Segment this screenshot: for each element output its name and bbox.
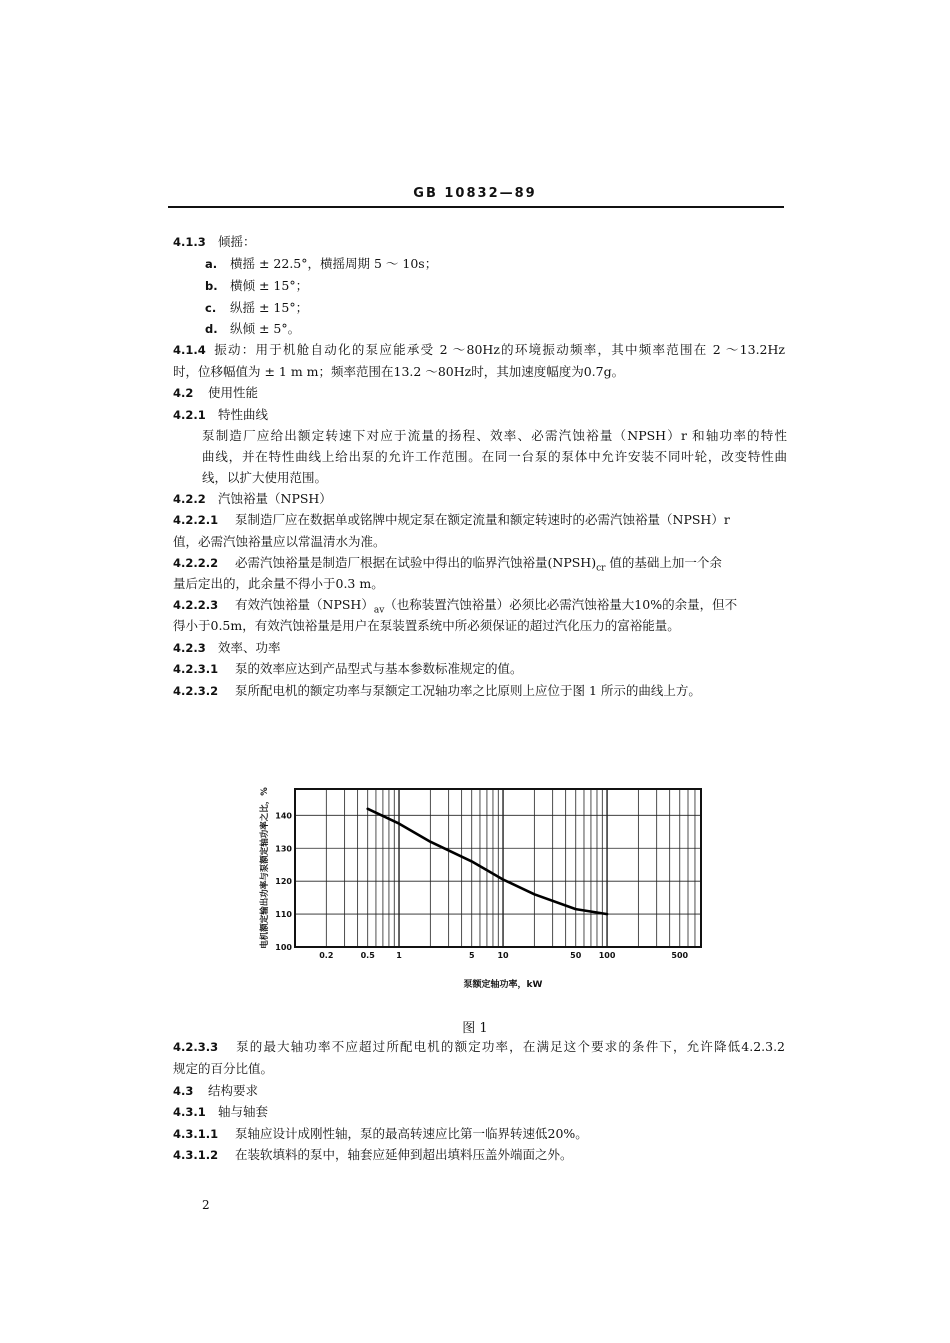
list-text: 纵摇 ± 15°；: [230, 300, 309, 315]
section-4-2-3-1: [173, 661, 523, 677]
x-tick-label: 5: [468, 951, 475, 960]
section-4-2-2-1-line-2: 值，必需汽蚀裕量应以常温清水为准。: [173, 534, 386, 549]
section-4-1-3-heading: [173, 234, 256, 250]
section-number: 4.2.3: [173, 641, 206, 655]
y-axis-label: 电机额定输出功率与泵额定轴功率之比，%: [260, 787, 270, 949]
list-label: b.: [205, 279, 218, 293]
list-item: [205, 256, 437, 272]
section-title: 汽蚀裕量（NPSH）: [218, 491, 332, 506]
section-4-2-2-2-line-1: [173, 555, 722, 577]
y-tick-label: 130: [275, 844, 292, 854]
section-number: 4.3.1.2: [173, 1148, 219, 1162]
y-ticks: [275, 811, 292, 952]
section-number: 4.2.3.2: [173, 684, 219, 698]
x-tick-label: 50: [570, 951, 582, 960]
list-text: 横倾 ± 15°；: [230, 278, 309, 293]
section-number: 4.2.3.1: [173, 662, 219, 676]
section-title: 效率、功率: [218, 640, 281, 655]
list-label: c.: [205, 301, 217, 315]
paragraph-line: 线，以扩大使用范围。: [202, 470, 328, 485]
standard-number: GB 10832—89: [413, 186, 537, 201]
paragraph-text: 值的基础上加一个余: [605, 555, 722, 570]
section-title: 特性曲线: [218, 407, 269, 422]
section-4-3-1-2: [173, 1147, 573, 1163]
x-tick-label: 0.2: [319, 951, 334, 960]
subscript: cr: [596, 563, 606, 574]
y-tick-label: 120: [275, 877, 292, 887]
paragraph-text: 泵的最大轴功率不应超过所配电机的额定功率，在满足这个要求的条件下，允许降低4.2.3.2: [235, 1039, 785, 1054]
section-4-2-heading: [173, 385, 258, 401]
section-number: 4.1.3: [173, 235, 206, 249]
section-number: 4.2: [173, 386, 194, 400]
list-text: 横摇 ± 22.5°，横摇周期 5 ～ 10s；: [230, 256, 438, 271]
figure-1-chart: [255, 775, 725, 1000]
page-number: 2: [202, 1198, 210, 1212]
section-4-2-3-3-line-2: 规定的百分比值。: [173, 1061, 274, 1076]
section-4-2-2-3-line-2: 得小于0.5m，有效汽蚀裕量是用户在泵装置系统中所必须保证的超过汽化压力的富裕能量。: [173, 618, 680, 633]
section-number: 4.2.2.3: [173, 598, 219, 612]
section-4-1-4-line-2: 时，位移幅值为 ± 1 m m；频率范围在13.2 ～80Hz时，其加速度幅度为0.7g。: [173, 364, 625, 379]
x-ticks: [319, 951, 688, 960]
section-title: 倾摇：: [218, 234, 256, 249]
series: [368, 809, 607, 914]
section-title: 使用性能: [208, 385, 259, 400]
paragraph-text: 泵的效率应达到产品型式与基本参数标准规定的值。: [235, 661, 523, 676]
paragraph-text: 在装软填料的泵中，轴套应延伸到超出填料压盖外端面之外。: [235, 1147, 573, 1162]
section-number: 4.3.1.1: [173, 1127, 219, 1141]
grid: [295, 789, 701, 947]
section-number: 4.2.2: [173, 492, 206, 506]
list-label: d.: [205, 322, 218, 336]
paragraph-line: 泵制造厂应给出额定转速下对应于流量的扬程、效率、必需汽蚀裕量（NPSH）r 和轴功率的特性: [202, 428, 787, 443]
section-title: 轴与轴套: [218, 1104, 269, 1119]
section-title: 结构要求: [208, 1083, 259, 1098]
list-label: a.: [205, 257, 218, 271]
figure-caption: 图 1: [462, 1021, 488, 1036]
section-4-3-1-heading: [173, 1104, 268, 1120]
section-4-2-2-2-line-2: 量后定出的，此余量不得小于0.3 m。: [173, 576, 384, 591]
section-4-2-3-3-line-1: [173, 1039, 785, 1055]
x-tick-label: 10: [497, 951, 509, 960]
series-line: [368, 809, 607, 914]
paragraph-text: 必需汽蚀裕量是制造厂根据在试验中得出的临界汽蚀裕量(NPSH): [235, 555, 597, 570]
section-4-2-1-heading: [173, 407, 268, 423]
section-4-2-2-3-line-1: [173, 597, 737, 619]
subscript: av: [373, 605, 385, 616]
list-text: 纵倾 ± 5°。: [230, 321, 301, 336]
paragraph-text: 有效汽蚀裕量（NPSH）: [235, 597, 374, 612]
section-number: 4.2.2.1: [173, 513, 219, 527]
section-number: 4.2.1: [173, 408, 206, 422]
section-4-2-3-heading: [173, 640, 281, 656]
section-4-2-3-2: [173, 683, 701, 699]
x-tick-label: 1: [396, 951, 402, 960]
section-number: 4.2.3.3: [173, 1040, 219, 1054]
paragraph-text: 泵轴应设计成刚性轴，泵的最高转速应比第一临界转速低20%。: [235, 1126, 588, 1141]
section-4-3-1-1: [173, 1126, 588, 1142]
x-tick-label: 500: [671, 951, 689, 960]
section-number: 4.3: [173, 1084, 194, 1098]
section-number: 4.2.2.2: [173, 556, 219, 570]
section-4-1-4-line-1: [173, 342, 785, 358]
header-rule: [168, 206, 784, 208]
section-4-3-heading: [173, 1083, 258, 1099]
section-number: 4.3.1: [173, 1105, 206, 1119]
y-tick-label: 140: [275, 811, 292, 821]
paragraph-text: 泵所配电机的额定功率与泵额定工况轴功率之比原则上应位于图 1 所示的曲线上方。: [235, 683, 701, 698]
y-tick-label: 110: [275, 910, 292, 920]
paragraph-text: （也称装置汽蚀裕量）必须比必需汽蚀裕量大10%的余量，但不: [384, 597, 738, 612]
list-item: [205, 278, 308, 294]
y-tick-label: 100: [275, 943, 292, 952]
x-tick-label: 100: [598, 951, 616, 960]
x-axis-label: 泵额定轴功率，kW: [463, 980, 543, 990]
section-number: 4.1.4: [173, 343, 206, 357]
paragraph-text: 泵制造厂应在数据单或铭牌中规定泵在额定流量和额定转速时的必需汽蚀裕量（NPSH）r: [235, 512, 730, 527]
list-item: [205, 321, 300, 337]
section-4-2-2-1-line-1: [173, 512, 730, 528]
x-tick-label: 0.5: [360, 951, 375, 960]
paragraph-line: 曲线，并在特性曲线上给出泵的允许工作范围。在同一台泵的泵体中允许安装不同叶轮，改变特性曲: [202, 449, 787, 464]
paragraph-text: 振动：用于机舱自动化的泵应能承受 2 ～80Hz的环境振动频率，其中频率范围在 2 ～13.2Hz: [213, 342, 785, 357]
list-item: [205, 300, 308, 316]
section-4-2-2-heading: [173, 491, 332, 507]
